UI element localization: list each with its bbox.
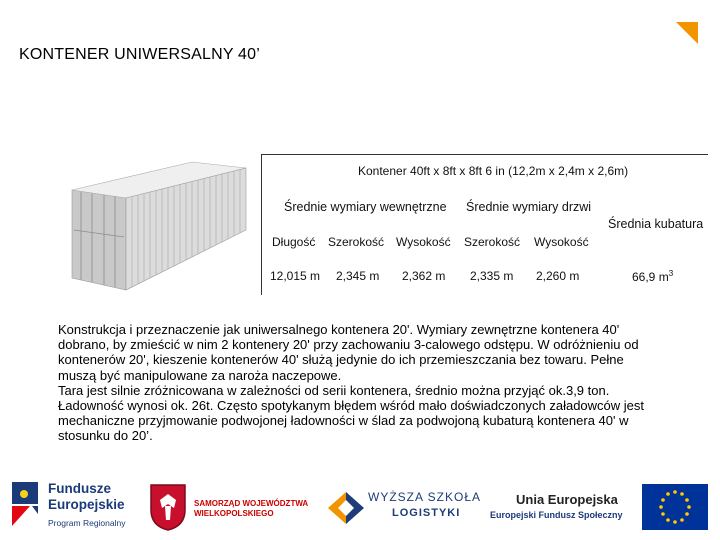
group-internal-dimensions: Średnie wymiary wewnętrzne [284,200,447,214]
wlkp-line2: WIELKOPOLSKIEGO [194,509,274,518]
wlkp-line1: SAMORZĄD WOJEWÓDZTWA [194,499,309,508]
fe-line2: Europejskie [48,497,125,512]
value-internal-height: 2,362 m [402,269,446,283]
wielkopolska-coat-of-arms-icon [148,482,188,532]
wsl-line1: WYŻSZA SZKOŁA [368,490,482,504]
value-internal-width: 2,345 m [336,269,380,283]
header-internal-height: Wysokość [396,235,451,249]
fe-line1: Fundusze [48,481,111,496]
header-length: Długość [272,235,316,249]
shipping-container-image [70,160,248,292]
value-door-width: 2,335 m [470,269,514,283]
table-caption: Kontener 40ft x 8ft x 8ft 6 in (12,2m x 2,4m x 2,6m) [358,164,629,178]
ue-line1: Unia Europejska [516,492,618,507]
header-door-height: Wysokość [534,235,589,249]
value-length: 12,015 m [270,269,321,283]
fundusze-europejskie-logo [8,478,148,532]
value-volume-exponent: 3 [668,269,674,278]
slide-title: KONTENER UNIWERSALNY 40’ [19,46,261,63]
value-door-height: 2,260 m [536,269,580,283]
header-internal-width: Szerokość [328,235,385,249]
value-volume [632,269,673,284]
wsl-line2: LOGISTYKI [392,507,461,519]
eu-flag-icon [642,484,708,530]
paragraph-tare: Tara jest silnie zróżnicowana w zależności od serii kontenera, średnio można przyjąć ok.3,9 ton. Ładowność wynosi ok. 26t. Często spotykanym błędem wśród mało doświadczonych załadowców jest mechaniczne przyjmowanie podwojonej ładowności w ślad za podwojoną kubaturą kontenera 40' w stosunku do 20’. [58,382,645,444]
group-door-dimensions: Średnie wymiary drzwi [466,200,592,214]
description-text [58,322,664,444]
paragraph-construction: Konstrukcja i przeznaczenie jak uniwersalnego kontenera 20'. Wymiary zewnętrzne kontenera 40' dobrano, by zmieścić w nim 2 kontenery 20' przy zachowaniu 3-calowego odstępu. W odróżnieniu od kontenerów 20', kieszenie kontenerów 40' służą jedynie do ich przemieszczania bez towaru. Pełne muszą być manipulowane za naroża naczepowe. [58,322,639,383]
fe-line3: Program Regionalny [48,518,126,528]
ue-line2: Europejski Fundusz Społeczny [490,510,623,520]
specification-table [261,154,708,295]
wsl-logo-icon [326,486,366,526]
fe-emblem-icon [10,480,40,530]
value-volume-number: 66,9 m [632,270,669,284]
group-average-volume: Średnia kubatura [608,217,704,231]
corner-accent-mark [676,22,698,44]
footer-logos [0,472,720,540]
header-door-width: Szerokość [464,235,521,249]
